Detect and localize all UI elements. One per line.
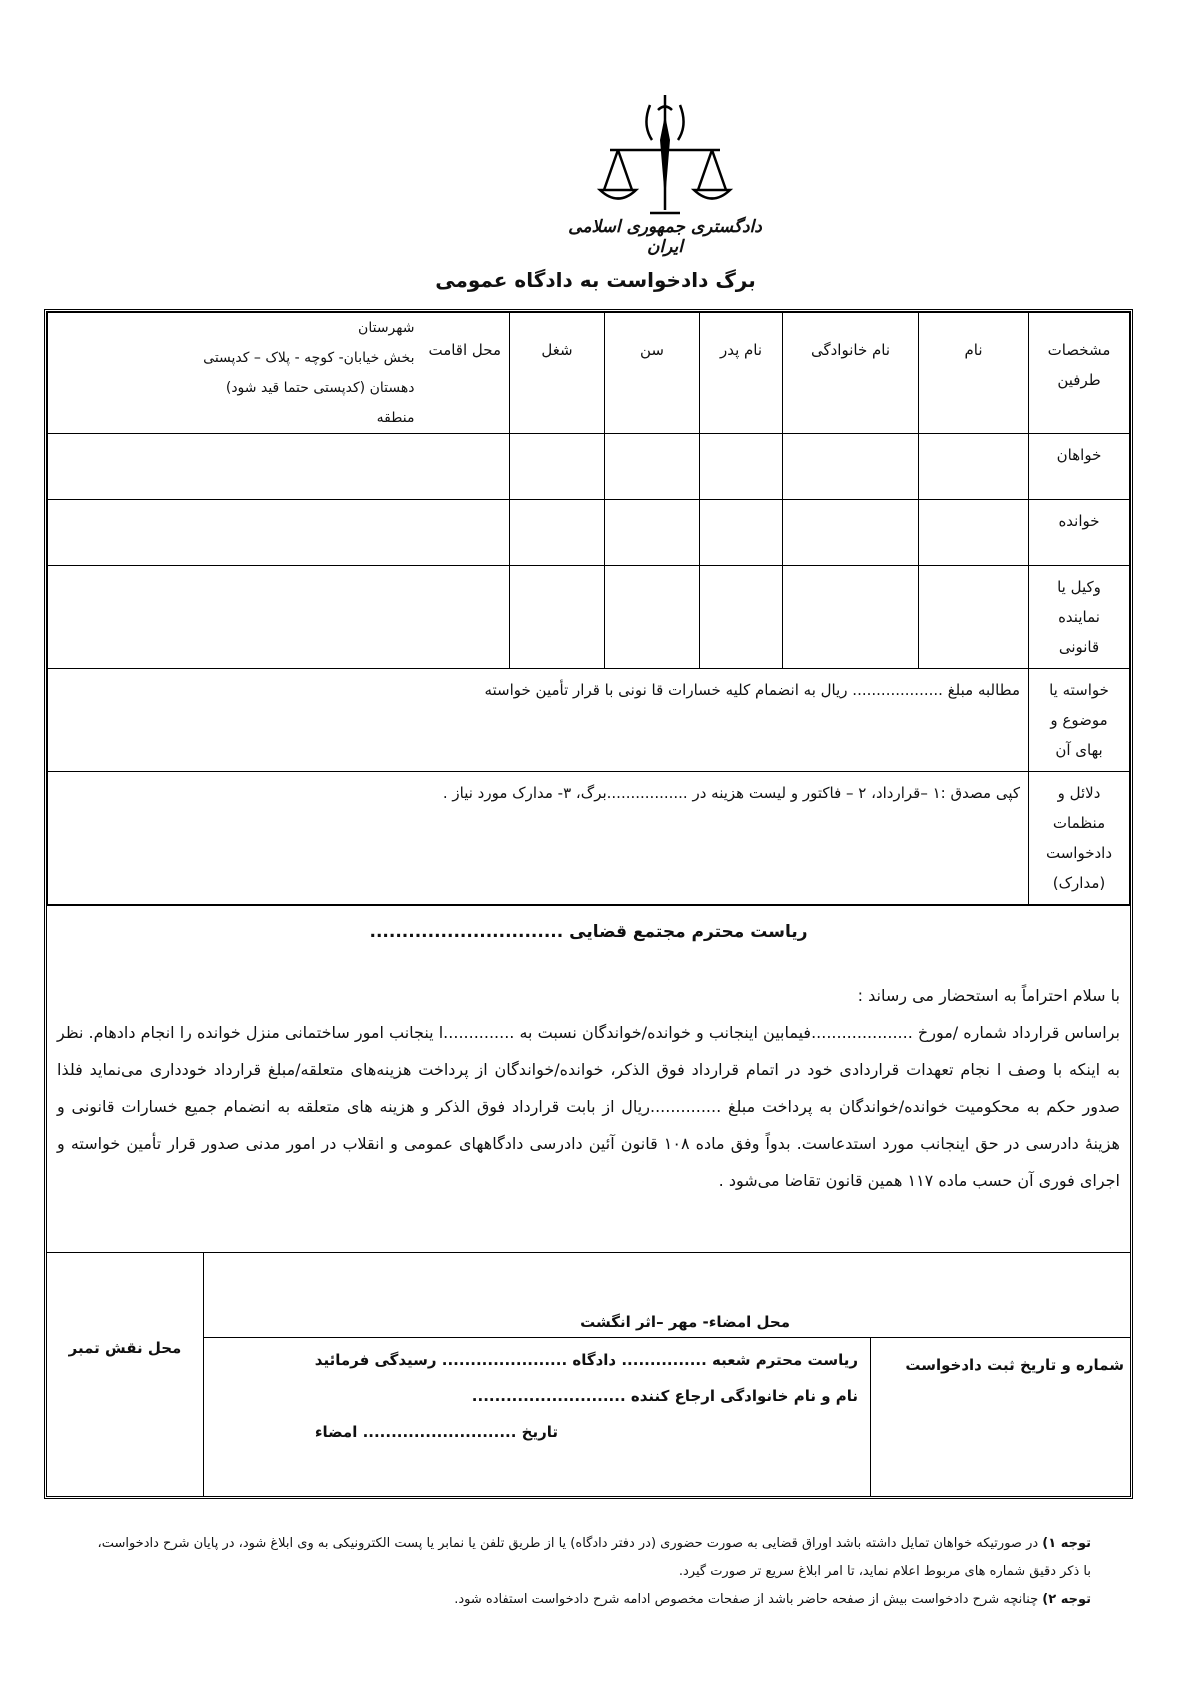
page-title: برگ دادخواست به دادگاه عمومی	[435, 268, 756, 292]
defendant-residence-field[interactable]	[48, 500, 510, 566]
claim-label: خواسته یا موضوع و بهای آن	[1029, 669, 1130, 772]
defendant-name-field[interactable]	[919, 500, 1029, 566]
letter-heading: ریاست محترم مجتمع قضایی ..............................	[369, 922, 808, 942]
attorney-father-field[interactable]	[700, 566, 783, 669]
row-plaintiff: خواهان	[1029, 434, 1130, 500]
attorney-age-field[interactable]	[605, 566, 700, 669]
plaintiff-family-field[interactable]	[783, 434, 919, 500]
defendant-age-field[interactable]	[605, 500, 700, 566]
claim-text[interactable]: مطالبه مبلغ ................... ریال به انضمام کلیه خسارات قا نونی با قرار تأمین خواسته	[48, 669, 1029, 772]
col-occupation: شغل	[510, 313, 605, 434]
note-1	[90, 1530, 1091, 1586]
referral-area	[204, 1337, 870, 1496]
address-line: شهرستان	[358, 320, 415, 336]
footer-section	[47, 1252, 1130, 1496]
row-attorney: وکیل یا نماینده قانونی	[1029, 566, 1130, 669]
petition-form	[44, 309, 1133, 1499]
referral-line-2: نام و نام خانوادگی ارجاع کننده ...........................	[471, 1387, 858, 1405]
plaintiff-age-field[interactable]	[605, 434, 700, 500]
attorney-name-field[interactable]	[919, 566, 1029, 669]
letter-section	[47, 905, 1130, 1199]
row-defendant: خوانده	[1029, 500, 1130, 566]
note-1-text: در صورتیکه خواهان تمایل داشته باشد اوراق قضایی به صورت حضوری (در دفتر دادگاه) یا از طریق تلفن یا نمابر یا پست الکترونیکی به وی ابلاغ شود، در پایان شرح دادخواست، با ذکر دقیق شماره های مربوط اعلام نماید، تا امر ابلاغ سریع تر صورت گیرد.	[97, 1536, 1091, 1579]
letter-body[interactable]: براساس قرارداد شماره /مورخ ....................فیمابین اینجانب و خوانده/خواندگان نسبت به ..............ا ینجانب امور ساختمانی منزل خوانده را انجام دادهام. نظر به اینکه با وصف ا نجام تعهدات قراردادی خود در اتمام قرارداد فوق الذکر، خوانده/خواندگان از پرداخت هزینه‌های متعلقه/مبلغ قرارداد خودداری می‌نماید فلذا صدور حکم به محکومیت خوانده/خواندگان به پرداخت مبلغ ..............ریال از بابت قرارداد فوق الذکر و هزینه های متعلقه به انضمام جمیع خسارات قانونی و هزینهٔ دادرسی در حق اینجانب مورد استدعاست. بدواً وفق ماده ۱۰۸ قانون آئین دادرسی دادگاههای عمومی و انقلاب در امور مدنی صدور قرار تأمین خواسته و اجرای فوری آن حسب ماده ۱۱۷ همین قانون تقاضا می‌شود .	[57, 1023, 1120, 1190]
plaintiff-occupation-field[interactable]	[510, 434, 605, 500]
parties-label: مشخصات طرفین	[1029, 313, 1130, 434]
note-1-label: توجه ۱)	[1042, 1536, 1091, 1551]
registration-label: شماره و تاریخ ثبت دادخواست	[870, 1337, 1130, 1496]
judiciary-emblem	[568, 85, 762, 257]
referral-line-1: ریاست محترم شعبه ............... دادگاه ...................... رسیدگی فرمائید	[314, 1351, 858, 1369]
note-2	[90, 1586, 1091, 1614]
plaintiff-residence-field[interactable]	[48, 434, 510, 500]
attorney-residence-field[interactable]	[48, 566, 510, 669]
attorney-occupation-field[interactable]	[510, 566, 605, 669]
defendant-family-field[interactable]	[783, 500, 919, 566]
signature-area[interactable]	[204, 1253, 1130, 1337]
evidence-text[interactable]: کپی مصدق :۱ –قرارداد، ۲ – فاکتور و لیست هزینه در .................برگ، ۳- مدارک مورد نیاز .	[48, 772, 1029, 905]
col-residence	[48, 313, 510, 434]
col-name: نام	[919, 313, 1029, 434]
note-2-label: توجه ۲)	[1042, 1592, 1091, 1607]
plaintiff-name-field[interactable]	[919, 434, 1029, 500]
col-family-name: نام خانوادگی	[783, 313, 919, 434]
col-age: سن	[605, 313, 700, 434]
plaintiff-father-field[interactable]	[700, 434, 783, 500]
address-line: بخش خیابان- کوچه - پلاک – کدپستی	[203, 350, 415, 366]
evidence-label: دلائل و منظمات دادخواست (مدارک)	[1029, 772, 1130, 905]
defendant-occupation-field[interactable]	[510, 500, 605, 566]
defendant-father-field[interactable]	[700, 500, 783, 566]
stamp-area: محل نقش تمبر	[47, 1253, 204, 1496]
org-name: دادگستری جمهوری اسلامی ایران	[568, 217, 762, 257]
residence-label: محل اقامت	[428, 341, 501, 359]
letter-greeting: با سلام احتراماً به استحضار می رساند :	[857, 986, 1120, 1005]
address-line: منطقه	[376, 410, 415, 426]
attorney-family-field[interactable]	[783, 566, 919, 669]
residence-address-lines	[203, 313, 414, 433]
col-father-name: نام پدر	[700, 313, 783, 434]
referral-line-3: تاریخ ........................... امضاء	[314, 1423, 558, 1441]
notes	[90, 1530, 1091, 1614]
signature-label: محل امضاء- مهر –اثر انگشت	[580, 1313, 790, 1331]
address-line: دهستان (کدپستی حتما قید شود)	[225, 380, 415, 396]
note-2-text: چنانچه شرح دادخواست بیش از صفحه حاضر باشد از صفحات مخصوص ادامه شرح دادخواست استفاده شود.	[454, 1592, 1039, 1607]
parties-table	[47, 312, 1130, 905]
